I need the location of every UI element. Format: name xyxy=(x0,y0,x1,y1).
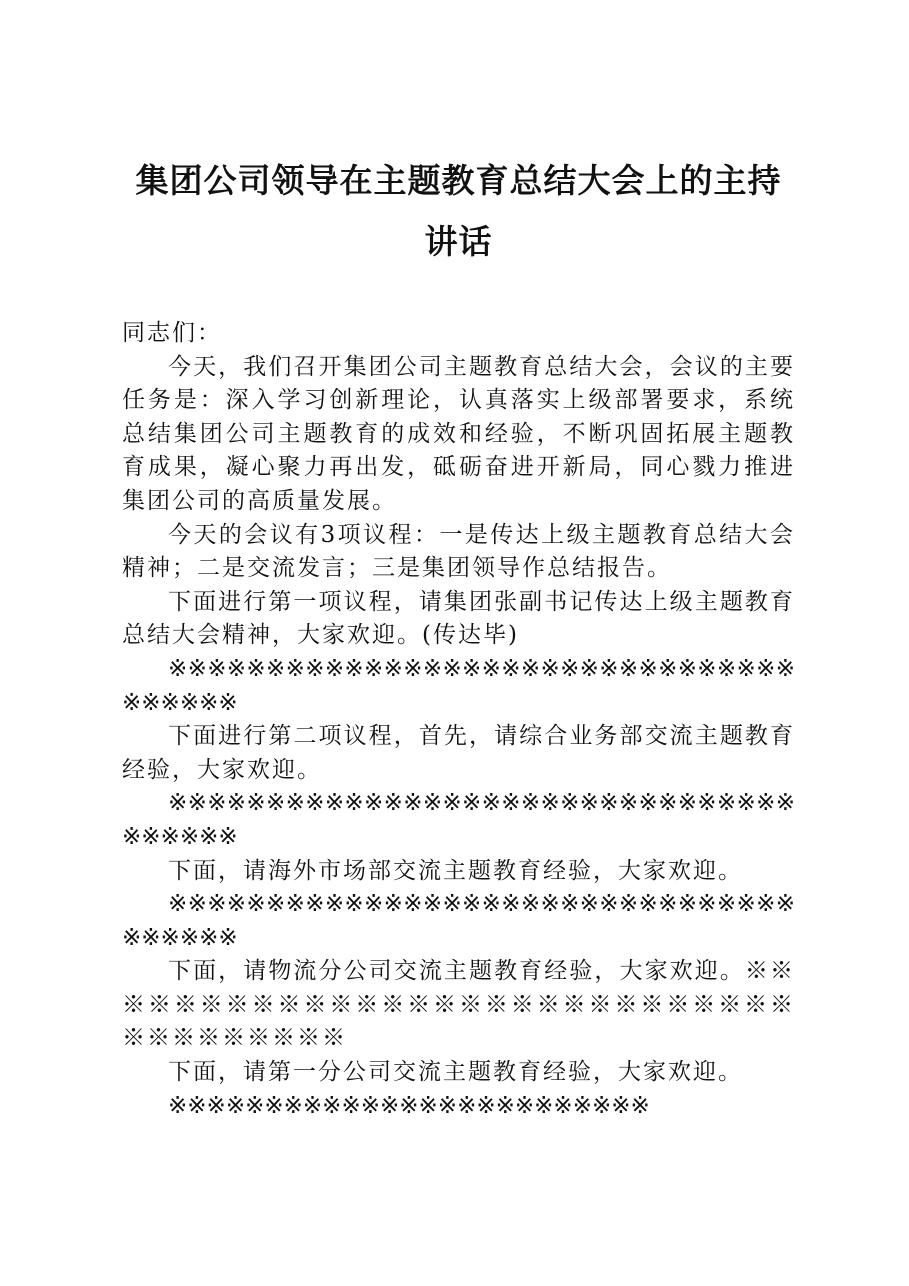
paragraph-item-two: 下面进行第二项议程，首先，请综合业务部交流主题教育经验，大家欢迎。 xyxy=(122,723,795,783)
document-title: 集团公司领导在主题教育总结大会上的主持讲话 xyxy=(135,161,782,261)
placeholder-marks: ※※※※※※※※※※※※※※※※※※※※※※※※※※※※※※※※※※※※※※ xyxy=(122,790,795,850)
placeholder-marks: ※※※※※※※※※※※※※※※※※※※※※※※※※ xyxy=(168,1092,650,1119)
placeholder-marks: ※※※※※※※※※※※※※※※※※※※※※※※※※※※※※※※※※※※※※※ xyxy=(122,655,795,716)
document-page xyxy=(122,150,795,1123)
paragraph-first-branch: 下面，请第一分公司交流主题教育经验，大家欢迎。 xyxy=(168,1059,743,1086)
placeholder-marks: ※※※※※※※※※※※※※※※※※※※※※※※※※※※※※※※※※※※※※※ xyxy=(122,891,795,951)
paragraph-item-one: 下面进行第一项议程，请集团张副书记传达上级主题教育总结大会精神，大家欢迎。(传达毕) xyxy=(122,588,795,649)
paragraph-logistics: 下面，请物流分公司交流主题教育经验，大家欢迎。※※※※※※※※※※※※※※※※※※※※※※※※※※※※※※※※※※※※※ xyxy=(122,958,795,1052)
paragraph-overseas-market: 下面，请海外市场部交流主题教育经验，大家欢迎。 xyxy=(168,857,743,884)
paragraph-opening: 今天，我们召开集团公司主题教育总结大会，会议的主要任务是：深入学习创新理论，认真落实上级部署要求，系统总结集团公司主题教育的成效和经验，不断巩固拓展主题教育成果，凝心聚力再出发，砥砺奋进开新局，同心戮力推进集团公司的高质量发展。 xyxy=(122,353,795,514)
document-body xyxy=(122,317,795,1123)
paragraph-agenda: 今天的会议有3项议程：一是传达上级主题教育总结大会精神；二是交流发言；三是集团领导作总结报告。 xyxy=(122,521,795,582)
salutation: 同志们： xyxy=(122,320,222,346)
